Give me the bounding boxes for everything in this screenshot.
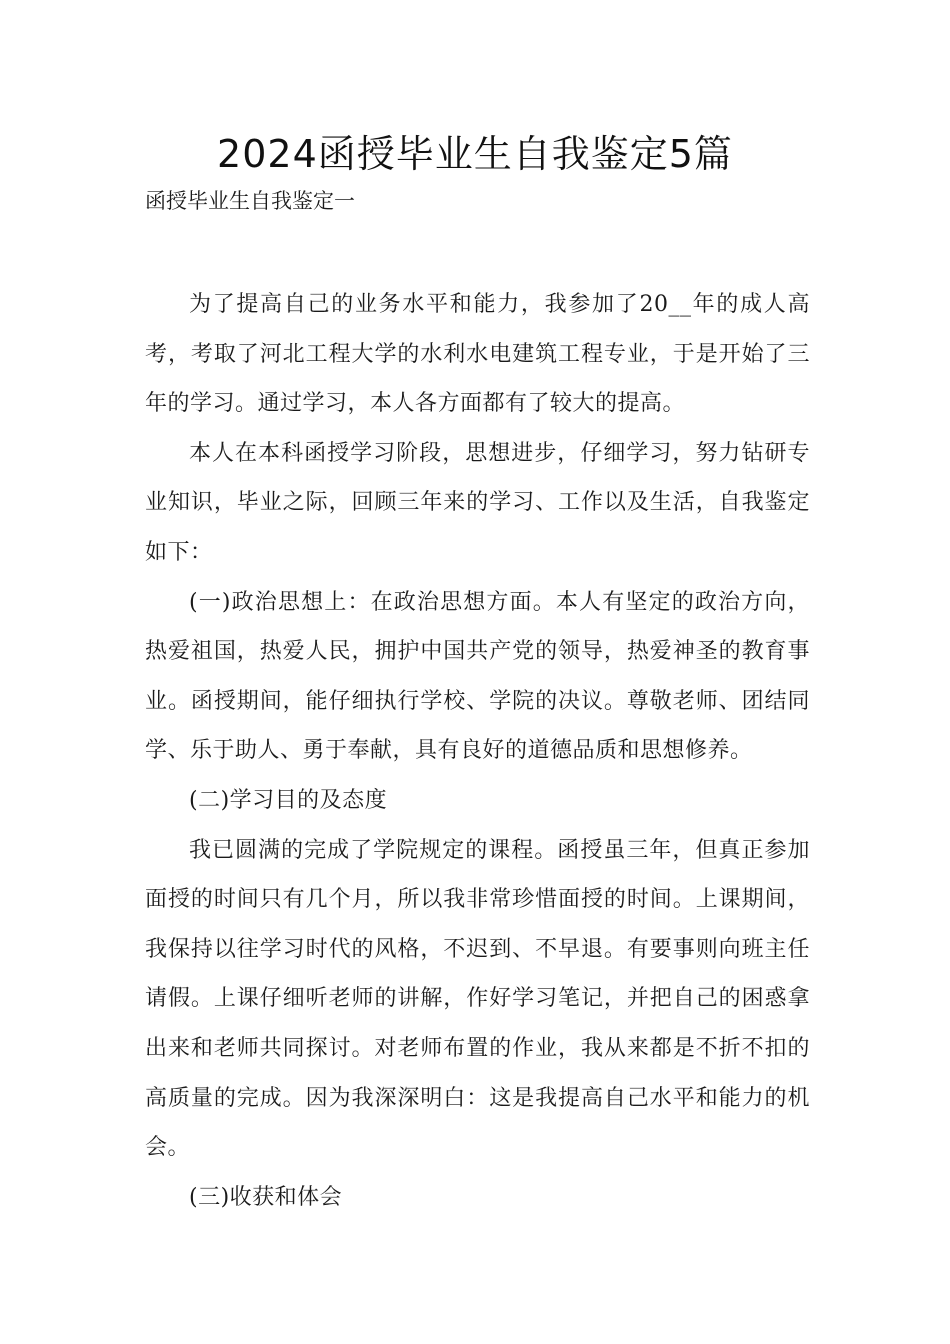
paragraph-political: (一)政治思想上：在政治思想方面。本人有坚定的政治方向，热爱祖国，热爱人民，拥护中国共产党的领导，热爱神圣的教育事业。函授期间，能仔细执行学校、学院的决议。尊敬老师、团结同学、乐于助人、勇于奉献，具有良好的道德品质和思想修养。 — [145, 589, 810, 764]
paragraph-self-assessment: 本人在本科函授学习阶段，思想进步，仔细学习，努力钻研专业知识，毕业之际，回顾三年来的学习、工作以及生活，自我鉴定如下： — [145, 440, 810, 565]
section-subtitle: 函授毕业生自我鉴定一 — [145, 189, 355, 213]
paragraph-intro: 为了提高自己的业务水平和能力，我参加了20__年的成人高考，考取了河北工程大学的水利水电建筑工程专业，于是开始了三年的学习。通过学习，本人各方面都有了较大的提高。 — [145, 292, 810, 417]
paragraph-study: 我已圆满的完成了学院规定的课程。函授虽三年，但真正参加面授的时间只有几个月，所以我非常珍惜面授的时间。上课期间，我保持以往学习时代的风格，不迟到、不早退。有要事则向班主任请假。上课仔细听老师的讲解，作好学习笔记，并把自己的困惑拿出来和老师共同探讨。对老师布置的作业，我从来都是不折不扣的高质量的完成。因为我深深明白：这是我提高自己水平和能力的机会。 — [145, 837, 810, 1161]
document-body — [145, 280, 810, 1222]
heading-study-purpose: (二)学习目的及态度 — [189, 787, 388, 813]
document-title: 2024函授毕业生自我鉴定5篇 — [217, 132, 733, 176]
heading-gains: (三)收获和体会 — [189, 1184, 343, 1210]
